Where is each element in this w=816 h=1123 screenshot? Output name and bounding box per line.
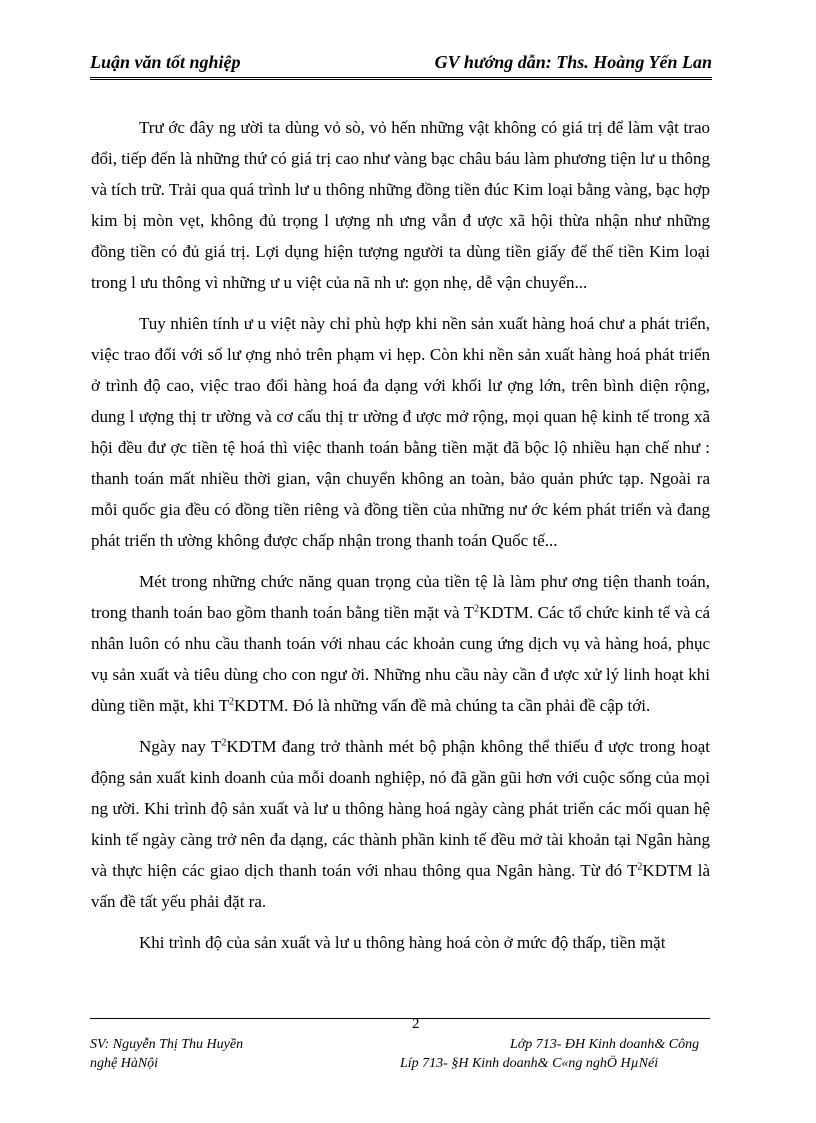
footer-row-2 bbox=[90, 1054, 720, 1073]
footer-class-info-continued: nghệ HàNội bbox=[90, 1056, 159, 1071]
header-divider bbox=[90, 77, 712, 80]
paragraph-5: Khi trình độ của sản xuất và lư u thông hàng hoá còn ở mức độ thấp, tiền mặt bbox=[139, 933, 666, 952]
paragraph-3 bbox=[91, 566, 710, 721]
header-thesis-title: Luận văn tốt nghiệp bbox=[90, 52, 241, 72]
paragraph-3-part-2: KDTM. Các tổ chức kinh tế và cá nhân luôn có nhu cầu thanh toán với nhau các khoản cung ứng dịch vụ và hàng hoá, phục vụ sản xuất và tiêu dùng cho con ngư ời. Những nhu cầu này cần đ ược xử lý linh hoạt khi dùng tiền mặt, khi T bbox=[91, 603, 710, 715]
paragraph-4-part-3: KDTM là vấn đề tất yếu phải đặt ra. bbox=[91, 861, 710, 911]
paragraph-3-part-1: Mét trong những chức năng quan trọng của tiền tệ là làm phư ơng tiện thanh toán, trong thanh toán bao gồm thanh toán bằng tiền mặt và T bbox=[91, 572, 710, 622]
page-footer bbox=[90, 1035, 720, 1073]
superscript-2: 2 bbox=[221, 737, 227, 749]
header-supervisor: GV hướng dẫn: Ths. Hoàng Yến Lan bbox=[434, 52, 712, 72]
paragraph-4-part-2: KDTM đang trở thành mét bộ phận không thể thiếu đ ược trong hoạt động sản xuất kinh doanh của mỗi doanh nghiệp, nó đã gần gũi hơn với cuộc sống của mọi ng ười. Khi trình độ sản xuất và lư u thông hàng hoá ngày càng phát triển các mối quan hệ kinh tế ngày càng trở nên đa dạng, các thành phần kinh tế đều mở tài khoản tại Ngân hàng và thực hiện các giao dịch thanh toán với nhau thông qua Ngân hàng. Từ đó T bbox=[91, 737, 710, 880]
page-number: 2 bbox=[412, 1016, 420, 1032]
body-text bbox=[91, 112, 710, 968]
superscript-2: 2 bbox=[473, 603, 479, 615]
paragraph-1: Trư ớc đây ng ười ta dùng vỏ sò, vỏ hến những vật không có giá trị để làm vật trao đổi, tiếp đến là những thứ có giá trị cao như vàng bạc châu báu làm phương tiện lư u thông và tích trữ. Trải qua quá trình lư u thông những đồng tiền đúc Kim loại bằng vàng, bạc hợp kim bị mòn vẹt, không đủ trọng l ượng nh ưng vẫn đ ược xã hội thừa nhận như những đồng tiền có đủ giá trị. Lợi dụng hiện tượng người ta dùng tiền giấy để thế tiền Kim loại trong l ưu thông vì những ư u việt của nã nh ư: gọn nhẹ, dễ vận chuyển... bbox=[91, 118, 710, 292]
paragraph-4-part-1: Ngày nay T bbox=[139, 737, 222, 756]
footer-row-1 bbox=[90, 1035, 720, 1054]
footer-class-info: Lớp 713- ĐH Kinh doanh& Công bbox=[510, 1037, 700, 1052]
superscript-2: 2 bbox=[229, 696, 235, 708]
superscript-2: 2 bbox=[637, 861, 643, 873]
footer-class-info-garbled: Líp 713- §H Kinh doanh& C«ng nghÖ HµNéi bbox=[400, 1056, 659, 1071]
footer-divider bbox=[90, 1018, 710, 1019]
paragraph-2: Tuy nhiên tính ư u việt này chỉ phù hợp khi nền sản xuất hàng hoá chư a phát triển, việc trao đổi với số lư ợng nhỏ trên phạm vi hẹp. Còn khi nền sản xuất hàng hoá phát triển ở trình độ cao, việc trao đổi hàng hoá đa dạng với khối lư ợng lớn, trên bình diện rộng, dung l ượng thị tr ường và cơ cấu thị tr ường đ ược mở rộng, mọi quan hệ kinh tế trong xã hội đều đư ợc tiền tệ hoá thì việc thanh toán bằng tiền mặt đã bộc lộ nhiều hạn chế như : thanh toán mất nhiều thời gian, vận chuyển không an toàn, bảo quản phức tạp. Ngoài ra mỗi quốc gia đều có đồng tiền riêng và đồng tiền của những nư ớc kém phát triển và đang phát triển th ường không được chấp nhận trong thanh toán Quốc tế... bbox=[91, 314, 710, 550]
footer-student-name: SV: Nguyễn Thị Thu Huyền bbox=[90, 1037, 244, 1052]
paragraph-3-part-3: KDTM. Đó là những vấn đề mà chúng ta cần phải đề cập tới. bbox=[234, 696, 651, 715]
paragraph-4 bbox=[91, 731, 710, 917]
page-header bbox=[90, 52, 712, 76]
